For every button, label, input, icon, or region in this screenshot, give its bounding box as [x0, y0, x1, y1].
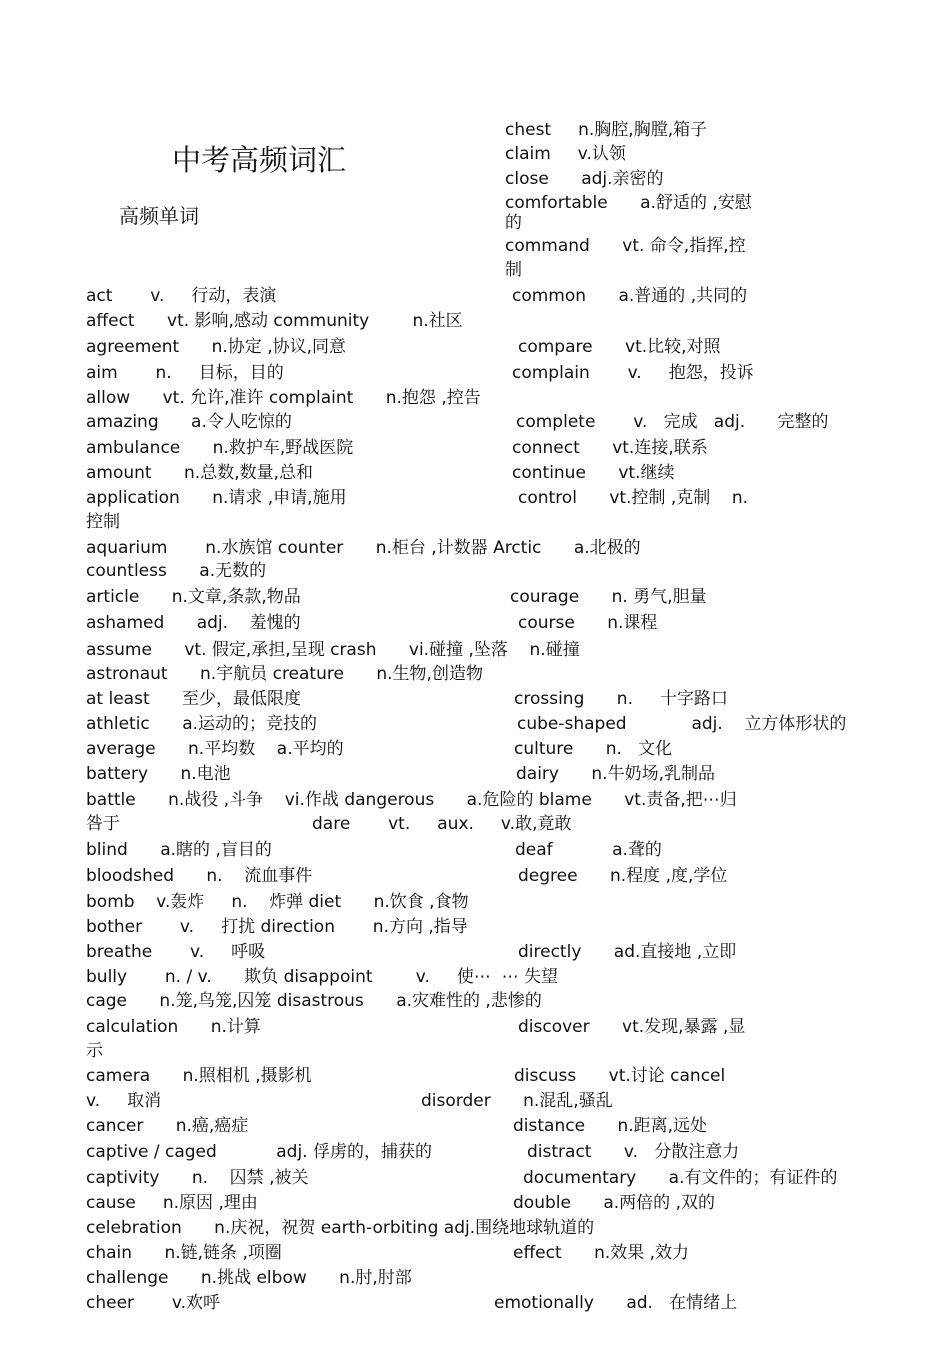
- vocab-entry-continued: 制: [505, 260, 522, 280]
- vocab-entry: cage n.笼,鸟笼,囚笼 disastrous a.灾难性的 ,悲惨的: [86, 991, 542, 1011]
- vocab-entry: distract v. 分散注意力: [527, 1142, 740, 1162]
- vocab-entry: affect vt. 影响,感动 community n.社区: [86, 311, 463, 331]
- vocab-entry-continued: v. 取消: [86, 1091, 162, 1111]
- page-title: 中考高频词汇: [172, 143, 347, 177]
- vocab-entry: aim n. 目标，目的: [86, 363, 284, 383]
- vocab-entry: breathe v. 呼吸: [86, 942, 266, 962]
- vocab-entry: astronaut n.宇航员 creature n.生物,创造物: [86, 664, 483, 684]
- vocab-entry: assume vt. 假定,承担,呈现 crash vi.碰撞 ,坠落 n.碰撞: [86, 640, 580, 660]
- vocab-entry: calculation n.计算: [86, 1017, 261, 1037]
- vocab-entry: close adj.亲密的: [505, 169, 664, 189]
- vocab-entry: allow vt. 允许,准许 complaint n.抱怨 ,控告: [86, 388, 481, 408]
- vocab-entry: culture n. 文化: [514, 739, 673, 759]
- vocab-entry: compare vt.比较,对照: [518, 337, 721, 357]
- vocab-entry: cause n.原因 ,理由: [86, 1193, 258, 1213]
- vocab-entry: bomb v.轰炸 n. 炸弹 diet n.饮食 ,食物: [86, 892, 469, 912]
- vocab-entry: connect vt.连接,联系: [512, 438, 708, 458]
- vocab-entry: challenge n.挑战 elbow n.肘,肘部: [86, 1268, 412, 1288]
- vocab-entry: crossing n. 十字路口: [514, 689, 728, 709]
- vocab-entry: aquarium n.水族馆 counter n.柜台 ,计数器 Arctic a.北极的: [86, 538, 641, 558]
- vocab-entry: bully n. / v. 欺负 disappoint v. 使⋯ ⋯ 失望: [86, 967, 559, 987]
- vocab-entry: at least 至少，最低限度: [86, 689, 302, 709]
- vocab-entry: bother v. 打扰 direction n.方向 ,指导: [86, 917, 468, 937]
- vocab-entry: agreement n.协定 ,协议,同意: [86, 337, 347, 357]
- vocab-entry: degree n.程度 ,度,学位: [518, 866, 728, 886]
- vocab-entry: discuss vt.讨论 cancel: [514, 1066, 726, 1086]
- vocab-entry: distance n.距离,远处: [513, 1116, 708, 1136]
- vocab-entry: application n.请求 ,申请,施用: [86, 488, 347, 508]
- vocab-entry: ambulance n.救护车,野战医院: [86, 438, 354, 458]
- vocab-entry: chest n.胸腔,胸膛,箱子: [505, 120, 708, 140]
- vocab-entry: amazing a.令人吃惊的: [86, 412, 292, 432]
- vocab-entry: captivity n. 囚禁 ,被关: [86, 1168, 309, 1188]
- vocab-entry: comfortable a.舒适的 ,安慰: [505, 193, 752, 213]
- vocab-entry: article n.文章,条款,物品: [86, 587, 301, 607]
- vocab-entry: common a.普通的 ,共同的: [512, 286, 748, 306]
- vocab-entry: cancer n.癌,癌症: [86, 1116, 249, 1136]
- vocab-entry: disorder n.混乱,骚乱: [421, 1091, 613, 1111]
- vocab-entry: chain n.链,链条 ,项圈: [86, 1243, 282, 1263]
- vocab-entry: dairy n.牛奶场,乳制品: [516, 764, 715, 784]
- vocab-entry: battery n.电池: [86, 764, 231, 784]
- vocab-entry: continue vt.继续: [512, 463, 675, 483]
- vocab-entry: countless a.无数的: [86, 561, 267, 581]
- vocab-entry: athletic a.运动的；竞技的: [86, 714, 318, 734]
- vocab-entry: cube-shaped adj. 立方体形状的: [517, 714, 847, 734]
- vocab-entry: blind a.瞎的 ,盲目的: [86, 840, 272, 860]
- vocab-entry: directly ad.直接地 ,立即: [518, 942, 737, 962]
- vocab-entry: complete v. 完成 adj. 完整的: [516, 412, 829, 432]
- vocab-entry: dare vt. aux. v.敢,竟敢: [312, 814, 572, 834]
- vocab-entry: captive / caged adj. 俘虏的，捕获的: [86, 1142, 432, 1162]
- vocab-entry: double a.两倍的 ,双的: [513, 1193, 715, 1213]
- vocab-entry-continued: 示: [86, 1041, 103, 1061]
- vocab-entry: average n.平均数 a.平均的: [86, 739, 344, 759]
- vocab-entry: ashamed adj. 羞愧的: [86, 613, 301, 633]
- vocab-entry: bloodshed n. 流血事件: [86, 866, 313, 886]
- vocab-entry: effect n.效果 ,效力: [513, 1243, 690, 1263]
- vocab-entry: act v. 行动，表演: [86, 286, 277, 306]
- vocab-entry: cheer v.欢呼: [86, 1293, 220, 1313]
- vocab-entry: discover vt.发现,暴露 ,显: [518, 1017, 746, 1037]
- vocab-entry: celebration n.庆祝，祝贺 earth-orbiting adj.围绕地球轨道的: [86, 1218, 595, 1238]
- vocab-entry: command vt. 命令,指挥,控: [505, 236, 746, 256]
- vocab-entry-continued: 控制: [86, 512, 120, 532]
- vocab-entry: course n.课程: [518, 613, 658, 633]
- vocab-entry-continued: 咎于: [86, 814, 120, 834]
- vocab-entry: deaf a.聋的: [515, 840, 662, 860]
- vocab-entry: battle n.战役 ,斗争 vi.作战 dangerous a.危险的 blame vt.责备,把⋯归: [86, 790, 737, 810]
- vocab-entry: control vt.控制 ,克制 n.: [518, 488, 749, 508]
- vocab-entry-continued: 的: [505, 213, 522, 233]
- vocab-entry: courage n. 勇气,胆量: [510, 587, 707, 607]
- vocab-entry: claim v.认领: [505, 144, 626, 164]
- section-heading: 高频单词: [119, 204, 199, 228]
- vocab-entry: emotionally ad. 在情绪上: [494, 1293, 738, 1313]
- vocab-entry: documentary a.有文件的；有证件的: [523, 1168, 838, 1188]
- vocab-entry: camera n.照相机 ,摄影机: [86, 1066, 312, 1086]
- vocab-entry: complain v. 抱怨，投诉: [512, 363, 754, 383]
- vocab-entry: amount n.总数,数量,总和: [86, 463, 314, 483]
